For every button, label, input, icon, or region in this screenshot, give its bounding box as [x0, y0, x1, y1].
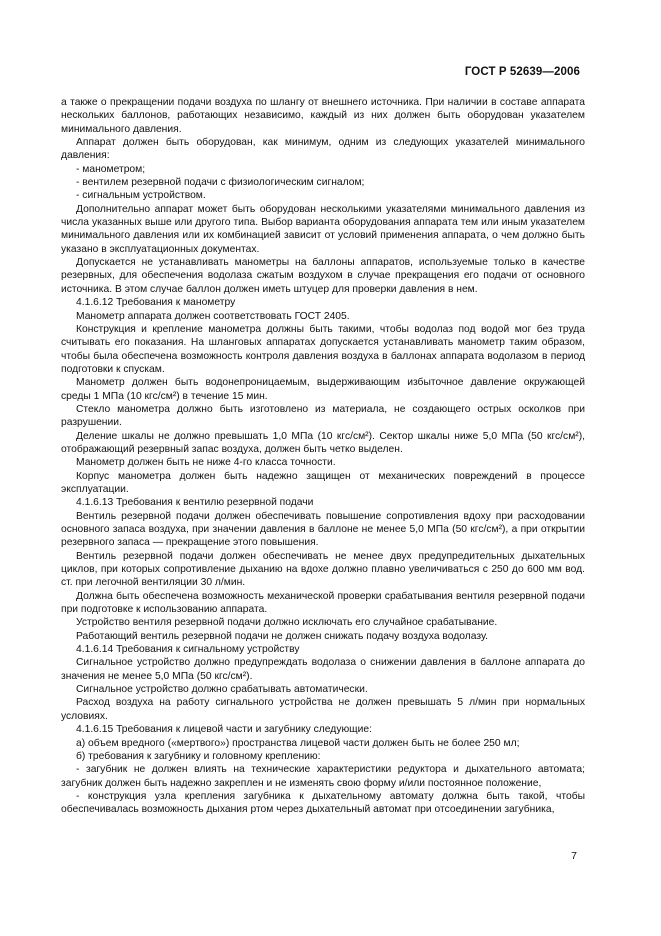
paragraph: Устройство вентиля резервной подачи должно исключать его случайное срабатывание. [76, 617, 498, 629]
page-number: 7 [571, 850, 577, 862]
paragraph: Допускается не устанавливать манометры на баллоны аппаратов, используемые только в качестве резервных, для обеспечения водолаза сжатым воздухом в случае прекращения его подачи от основного источника. В этом случае баллон должен иметь штуцер для проверки давления в нем. [61, 257, 585, 295]
paragraph: - конструкция узла крепления загубника к дыхательному автомату должна быть такой, чтобы обеспечивалась возможность дыхания ртом через дыхательный автомат при отсоединении загубника, [61, 790, 585, 816]
paragraph: Манометр должен быть водонепроницаемым, выдерживающим избыточное давление окружающей среды 1 МПа (10 кгс/см²) в течение 15 мин. [61, 377, 585, 402]
paragraph: - манометром; [76, 163, 146, 175]
paragraph: Работающий вентиль резервной подачи не должен снижать подачу воздуха водолазу. [76, 630, 488, 642]
paragraph: - загубник не должен влиять на технические характеристики редуктора и дыхательного автомата; загубник должен быть надежно закреплен и не изменять свою форму и/или постоянное положение, [61, 764, 585, 789]
paragraph: а также о прекращении подачи воздуха по шлангу от внешнего источника. При наличии в составе аппарата нескольких баллонов, работающих независимо, каждый из них должен быть оборудован указателем минимального давления. [61, 97, 585, 135]
paragraph: Манометр аппарата должен соответствовать ГОСТ 2405. [76, 310, 350, 322]
paragraph: Вентиль резервной подачи должен обеспечивать повышение сопротивления вдоху при расходовании основного запаса воздуха, при значении давления в баллоне не менее 5,0 МПа (50 кгс/см²), а при открытии резервного запаса — прекращение этого повышения. [61, 510, 585, 549]
paragraph: Деление шкалы не должно превышать 1,0 МПа (10 кгс/см²). Сектор шкалы ниже 5,0 МПа (50 кгс/см²), отображающий резервный запас воздуха, должен быть четко выделен. [61, 430, 585, 455]
paragraph: б) требования к загубнику и головному креплению: [76, 750, 321, 762]
paragraph: Вентиль резервной подачи должен обеспечивать не менее двух предупредительных дыхательных циклов, при которых сопротивление дыханию на вдохе должно плавно увеличиваться с 250 до 600 мм вод. ст. при легочной вентиляции 30 л/мин. [61, 550, 585, 589]
paragraph: а) объем вредного («мертвого») пространства лицевой части должен быть не более 250 мл; [76, 737, 520, 749]
paragraph: Дополнительно аппарат может быть оборудован несколькими указателями минимального давления из числа указанных выше или другого типа. Выбор варианта оборудования аппарата тем или иным указателем минимального давления или их комбинацией зависит от условий применения аппарата, о чем должно быть указано в эксплуатационных документах. [61, 203, 585, 255]
paragraph: - сигнальным устройством. [76, 190, 206, 202]
paragraph: Аппарат должен быть оборудован, как минимум, одним из следующих указателей минимального давления: [61, 137, 585, 162]
paragraph: 4.1.6.12 Требования к манометру [76, 297, 236, 309]
paragraph: 4.1.6.13 Требования к вентилю резервной подачи [76, 497, 314, 509]
document-code-header: ГОСТ Р 52639—2006 [464, 66, 580, 78]
paragraph: Корпус манометра должен быть надежно защищен от механических повреждений в процессе эксплуатации. [61, 470, 585, 495]
paragraph: Должна быть обеспечена возможность механической проверки срабатывания вентиля резервной подачи при подготовке к использованию аппарата. [61, 590, 585, 616]
paragraph: Стекло манометра должно быть изготовлено из материала, не создающего острых осколков при разрушении. [61, 403, 585, 429]
paragraph: 4.1.6.15 Требования к лицевой части и загубнику следующие: [76, 724, 372, 736]
paragraph: Конструкция и крепление манометра должны быть такими, чтобы водолаз под водой мог без труда считывать его показания. На шланговых аппаратах допускается устанавливать манометр таким образом, чтобы была обеспечена возможность контроля давления воздуха в баллонах аппарата водолазом в период подготовки к спускам. [61, 323, 585, 375]
paragraph: Сигнальное устройство должно предупреждать водолаза о снижении давления в баллоне аппарата до значения не менее 5,0 МПа (50 кгс/см²). [61, 657, 585, 682]
paragraph: - вентилем резервной подачи с физиологическим сигналом; [76, 177, 365, 189]
paragraph: 4.1.6.14 Требования к сигнальному устройству [76, 644, 300, 656]
paragraph: Расход воздуха на работу сигнального устройства не должен превышать 5 л/мин при нормальных условиях. [61, 697, 585, 722]
document-body [61, 96, 585, 817]
paragraph: Манометр должен быть не ниже 4-го класса точности. [76, 457, 336, 469]
paragraph: Сигнальное устройство должно срабатывать автоматически. [76, 684, 368, 696]
